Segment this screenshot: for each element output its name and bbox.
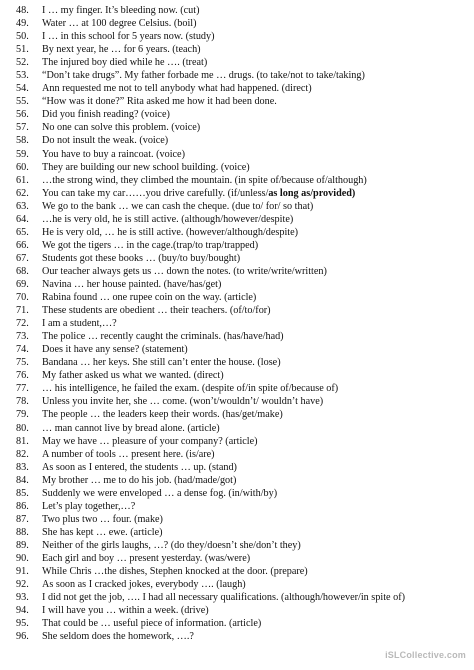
exercise-text bbox=[42, 200, 466, 213]
exercise-number: 93. bbox=[16, 592, 29, 604]
exercise-item bbox=[16, 148, 466, 161]
exercise-text bbox=[42, 95, 466, 108]
exercise-text-plain: You can take my car……you drive carefully. (if/unless/ bbox=[42, 187, 269, 199]
exercise-number: 79. bbox=[16, 409, 29, 421]
exercise-item bbox=[16, 213, 466, 226]
exercise-text-bold: as long as/provided) bbox=[268, 187, 356, 199]
exercise-item bbox=[16, 30, 466, 43]
exercise-text-plain: … his intelligence, he failed the exam. (despite of/in spite of/because of) bbox=[42, 383, 339, 395]
exercise-text bbox=[42, 43, 466, 56]
exercise-text bbox=[42, 278, 466, 291]
exercise-text-plain: I did not get the job, …. I had all necessary qualifications. (although/however/in spite of) bbox=[42, 592, 405, 604]
exercise-number: 50. bbox=[16, 31, 29, 43]
exercise-item bbox=[16, 422, 466, 435]
exercise-text bbox=[42, 161, 466, 174]
exercise-item bbox=[16, 252, 466, 265]
exercise-number: 72. bbox=[16, 318, 29, 330]
exercise-text-plain: Our teacher always gets us … down the notes. (to write/write/written) bbox=[42, 265, 327, 277]
exercise-text-plain: Do not insult the weak. (voice) bbox=[42, 135, 169, 147]
exercise-item bbox=[16, 291, 466, 304]
exercise-item bbox=[16, 526, 466, 539]
exercise-text bbox=[42, 617, 466, 630]
exercise-number: 87. bbox=[16, 513, 29, 525]
exercise-text-plain: My brother … me to do his job. (had/made/got) bbox=[42, 474, 237, 486]
exercise-number: 60. bbox=[16, 161, 29, 173]
exercise-item bbox=[16, 565, 466, 578]
exercise-text bbox=[42, 134, 466, 147]
exercise-item bbox=[16, 69, 466, 82]
exercise-text bbox=[42, 474, 466, 487]
exercise-number: 54. bbox=[16, 83, 29, 95]
exercise-number: 59. bbox=[16, 148, 29, 160]
exercise-text-plain: Two plus two … four. (make) bbox=[42, 513, 163, 525]
exercise-number: 57. bbox=[16, 122, 29, 134]
exercise-item bbox=[16, 187, 466, 200]
exercise-text bbox=[42, 304, 466, 317]
exercise-item bbox=[16, 174, 466, 187]
exercise-text bbox=[42, 213, 466, 226]
exercise-item bbox=[16, 56, 466, 69]
exercise-item bbox=[16, 82, 466, 95]
exercise-text bbox=[42, 604, 466, 617]
exercise-text-plain: I will have you … within a week. (drive) bbox=[42, 605, 209, 617]
exercise-text bbox=[42, 448, 466, 461]
exercise-number: 68. bbox=[16, 265, 29, 277]
exercise-item bbox=[16, 487, 466, 500]
exercise-text-plain: Ann requested me not to tell anybody what had happened. (direct) bbox=[42, 83, 312, 95]
exercise-number: 82. bbox=[16, 448, 29, 460]
exercise-number: 69. bbox=[16, 278, 29, 290]
exercise-text bbox=[42, 108, 466, 121]
exercise-text bbox=[42, 552, 466, 565]
exercise-number: 53. bbox=[16, 70, 29, 82]
exercise-item bbox=[16, 604, 466, 617]
exercise-item bbox=[16, 121, 466, 134]
exercise-list bbox=[16, 4, 466, 643]
exercise-text bbox=[42, 513, 466, 526]
exercise-number: 58. bbox=[16, 135, 29, 147]
exercise-text-plain: “Don’t take drugs”. My father forbade me … drugs. (to take/not to take/taking) bbox=[42, 70, 365, 82]
exercise-text bbox=[42, 291, 466, 304]
exercise-text-plain: Suddenly we were enveloped … a dense fog. (in/with/by) bbox=[42, 487, 278, 499]
exercise-number: 85. bbox=[16, 487, 29, 499]
exercise-text-plain: You have to buy a raincoat. (voice) bbox=[42, 148, 185, 160]
exercise-item bbox=[16, 500, 466, 513]
exercise-text bbox=[42, 30, 466, 43]
exercise-text-plain: No one can solve this problem. (voice) bbox=[42, 122, 201, 134]
exercise-text bbox=[42, 487, 466, 500]
exercise-text-plain: We got the tigers … in the cage.(trap/to trap/trapped) bbox=[42, 239, 259, 251]
exercise-number: 49. bbox=[16, 18, 29, 30]
exercise-item bbox=[16, 369, 466, 382]
exercise-number: 52. bbox=[16, 57, 29, 69]
exercise-text bbox=[42, 56, 466, 69]
exercise-number: 81. bbox=[16, 435, 29, 447]
exercise-number: 83. bbox=[16, 461, 29, 473]
exercise-item bbox=[16, 578, 466, 591]
exercise-number: 66. bbox=[16, 239, 29, 251]
exercise-number: 55. bbox=[16, 96, 29, 108]
exercise-text-plain: Did you finish reading? (voice) bbox=[42, 109, 170, 121]
exercise-number: 67. bbox=[16, 252, 29, 264]
exercise-text bbox=[42, 526, 466, 539]
exercise-number: 62. bbox=[16, 187, 29, 199]
exercise-item bbox=[16, 630, 466, 643]
exercise-item bbox=[16, 17, 466, 30]
exercise-number: 48. bbox=[16, 5, 29, 16]
exercise-text-plain: I am a student,…? bbox=[42, 318, 117, 330]
exercise-text bbox=[42, 330, 466, 343]
exercise-number: 70. bbox=[16, 292, 29, 304]
exercise-item bbox=[16, 200, 466, 213]
exercise-item bbox=[16, 591, 466, 604]
exercise-text bbox=[42, 239, 466, 252]
exercise-item bbox=[16, 134, 466, 147]
exercise-text-plain: Students got these books … (buy/to buy/bought) bbox=[42, 252, 241, 264]
exercise-item bbox=[16, 513, 466, 526]
exercise-text bbox=[42, 121, 466, 134]
exercise-number: 61. bbox=[16, 174, 29, 186]
exercise-text-plain: I … in this school for 5 years now. (study) bbox=[42, 31, 215, 43]
exercise-text bbox=[42, 539, 466, 552]
exercise-number: 64. bbox=[16, 213, 29, 225]
exercise-number: 94. bbox=[16, 605, 29, 617]
exercise-text-plain: Unless you invite her, she … come. (won’t/wouldn’t/ wouldn’t have) bbox=[42, 396, 324, 408]
exercise-number: 56. bbox=[16, 109, 29, 121]
exercise-text bbox=[42, 591, 466, 604]
exercise-number: 63. bbox=[16, 200, 29, 212]
exercise-item bbox=[16, 265, 466, 278]
exercise-item bbox=[16, 461, 466, 474]
exercise-item bbox=[16, 4, 466, 17]
exercise-text bbox=[42, 4, 466, 17]
exercise-text bbox=[42, 265, 466, 278]
exercise-text bbox=[42, 174, 466, 187]
exercise-text-plain: The people … the leaders keep their words. (has/get/make) bbox=[42, 409, 283, 421]
exercise-number: 75. bbox=[16, 357, 29, 369]
exercise-number: 80. bbox=[16, 422, 29, 434]
exercise-number: 77. bbox=[16, 383, 29, 395]
exercise-item bbox=[16, 161, 466, 174]
exercise-item bbox=[16, 356, 466, 369]
exercise-item bbox=[16, 408, 466, 421]
exercise-item bbox=[16, 239, 466, 252]
exercise-text-plain: Rabina found … one rupee coin on the way. (article) bbox=[42, 292, 257, 304]
exercise-text-plain: He is very old, … he is still active. (however/although/despite) bbox=[42, 226, 299, 238]
exercise-text-plain: The injured boy died while he …. (treat) bbox=[42, 57, 208, 69]
exercise-number: 95. bbox=[16, 618, 29, 630]
exercise-item bbox=[16, 539, 466, 552]
exercise-text bbox=[42, 82, 466, 95]
exercise-text-plain: Let’s play together,…? bbox=[42, 500, 136, 512]
exercise-number: 71. bbox=[16, 305, 29, 317]
exercise-item bbox=[16, 474, 466, 487]
exercise-item bbox=[16, 43, 466, 56]
exercise-text bbox=[42, 578, 466, 591]
exercise-text bbox=[42, 343, 466, 356]
exercise-text bbox=[42, 435, 466, 448]
exercise-item bbox=[16, 317, 466, 330]
exercise-number: 74. bbox=[16, 344, 29, 356]
exercise-text-plain: … man cannot live by bread alone. (article) bbox=[42, 422, 220, 434]
exercise-number: 65. bbox=[16, 226, 29, 238]
exercise-item bbox=[16, 343, 466, 356]
exercise-number: 88. bbox=[16, 526, 29, 538]
exercise-text-plain: She has kept … ewe. (article) bbox=[42, 526, 163, 538]
exercise-text-plain: As soon as I entered, the students … up. (stand) bbox=[42, 461, 237, 473]
exercise-item bbox=[16, 226, 466, 239]
exercise-item bbox=[16, 330, 466, 343]
exercise-text-plain: …he is very old, he is still active. (although/however/despite) bbox=[42, 213, 294, 225]
exercise-number: 91. bbox=[16, 566, 29, 578]
exercise-text bbox=[42, 630, 466, 643]
exercise-text bbox=[42, 17, 466, 30]
exercise-text-plain: As soon as I cracked jokes, everybody …. (laugh) bbox=[42, 579, 246, 591]
exercise-number: 92. bbox=[16, 579, 29, 591]
exercise-number: 86. bbox=[16, 500, 29, 512]
exercise-text bbox=[42, 317, 466, 330]
exercise-text-plain: Water … at 100 degree Celsius. (boil) bbox=[42, 18, 197, 30]
exercise-text-plain: Does it have any sense? (statement) bbox=[42, 344, 188, 356]
exercise-item bbox=[16, 448, 466, 461]
exercise-number: 90. bbox=[16, 552, 29, 564]
exercise-text bbox=[42, 408, 466, 421]
exercise-item bbox=[16, 617, 466, 630]
exercise-text bbox=[42, 565, 466, 578]
exercise-text-plain: I … my finger. It’s bleeding now. (cut) bbox=[42, 5, 200, 16]
exercise-item bbox=[16, 395, 466, 408]
exercise-text-plain: While Chris …the dishes, Stephen knocked at the door. (prepare) bbox=[42, 566, 308, 578]
exercise-item bbox=[16, 278, 466, 291]
exercise-text-plain: A number of tools … present here. (is/are) bbox=[42, 448, 215, 460]
exercise-item bbox=[16, 382, 466, 395]
exercise-text-plain: They are building our new school building. (voice) bbox=[42, 161, 250, 173]
exercise-number: 76. bbox=[16, 370, 29, 382]
exercise-text-plain: Navina … her house painted. (have/has/get) bbox=[42, 278, 222, 290]
exercise-number: 89. bbox=[16, 539, 29, 551]
exercise-text bbox=[42, 382, 466, 395]
exercise-text-plain: May we have … pleasure of your company? (article) bbox=[42, 435, 258, 447]
exercise-text bbox=[42, 422, 466, 435]
exercise-text-plain: The police … recently caught the criminals. (has/have/had) bbox=[42, 331, 284, 343]
exercise-number: 84. bbox=[16, 474, 29, 486]
exercise-item bbox=[16, 108, 466, 121]
exercise-number: 96. bbox=[16, 631, 29, 643]
exercise-text-plain: Bandana … her keys. She still can’t enter the house. (lose) bbox=[42, 357, 281, 369]
exercise-text bbox=[42, 461, 466, 474]
exercise-text bbox=[42, 69, 466, 82]
exercise-item bbox=[16, 552, 466, 565]
exercise-text-plain: My father asked us what we wanted. (direct) bbox=[42, 370, 224, 382]
exercise-item bbox=[16, 95, 466, 108]
exercise-text bbox=[42, 395, 466, 408]
exercise-text-plain: That could be … useful piece of information. (article) bbox=[42, 618, 262, 630]
exercise-number: 51. bbox=[16, 44, 29, 56]
exercise-text-plain: …the strong wind, they climbed the mountain. (in spite of/because of/although) bbox=[42, 174, 367, 186]
exercise-text-plain: She seldom does the homework, ….? bbox=[42, 631, 194, 643]
exercise-text bbox=[42, 356, 466, 369]
exercise-text-plain: “How was it done?” Rita asked me how it had been done. bbox=[42, 96, 277, 108]
exercise-item bbox=[16, 435, 466, 448]
exercise-text bbox=[42, 187, 466, 200]
exercise-text-plain: These students are obedient … their teachers. (of/to/for) bbox=[42, 305, 271, 317]
exercise-text bbox=[42, 369, 466, 382]
exercise-text-plain: Each girl and boy … present yesterday. (was/were) bbox=[42, 552, 251, 564]
exercise-text-plain: We go to the bank … we can cash the cheque. (due to/ for/ so that) bbox=[42, 200, 314, 212]
exercise-text bbox=[42, 226, 466, 239]
exercise-text-plain: By next year, he … for 6 years. (teach) bbox=[42, 44, 201, 56]
exercise-text bbox=[42, 148, 466, 161]
exercise-item bbox=[16, 304, 466, 317]
exercise-text-plain: Neither of the girls laughs, …? (do they/doesn’t she/don’t they) bbox=[42, 539, 301, 551]
exercise-text bbox=[42, 500, 466, 513]
exercise-text bbox=[42, 252, 466, 265]
watermark: iSLCollective.com bbox=[385, 650, 466, 660]
exercise-number: 78. bbox=[16, 396, 29, 408]
exercise-number: 73. bbox=[16, 331, 29, 343]
